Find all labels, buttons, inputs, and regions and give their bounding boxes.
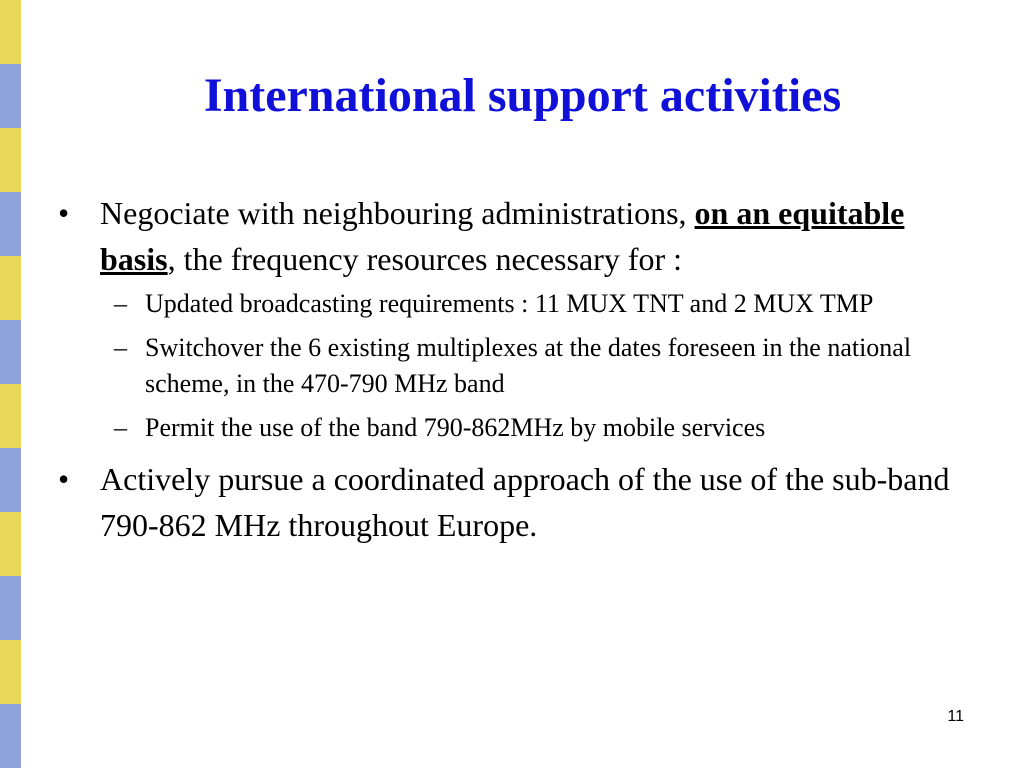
stripe-segment [0,0,21,64]
sub-bullet-text: Updated broadcasting requirements : 11 MUX TNT and 2 MUX TMP [145,289,874,318]
bullet-text-continued: , the frequency resources necessary for : [167,241,683,277]
sub-bullet-marker: – [114,333,127,362]
bullet-item-negotiate [58,190,958,282]
bullet-marker: • [58,461,70,497]
sub-bullet-text: Switchover the 6 existing multiplexes at the dates foreseen in the national scheme, in the 470-790 MHz band [145,333,912,398]
stripe-segment [0,704,21,768]
sub-bullet-text: Permit the use of the band 790-862MHz by mobile services [145,413,766,442]
sub-bullet-item [58,410,958,446]
stripe-segment [0,128,21,192]
sub-bullet-marker: – [114,413,127,442]
stripe-segment [0,384,21,448]
sub-bullet-item [58,286,958,322]
bullet-text: Actively pursue a coordinated approach of the use of the sub-band 790-862 MHz throughout Europe. [100,461,950,543]
bullet-text: Negociate with neighbouring administrations, [100,195,695,231]
sub-bullet-marker: – [114,289,127,318]
stripe-segment [0,192,21,256]
slide-content [58,190,958,548]
stripe-segment [0,256,21,320]
page-number: 11 [947,708,964,725]
sub-bullet-list [58,286,958,446]
stripe-segment [0,576,21,640]
bullet-emphasis: on an equitable basis [100,195,905,277]
slide-title: International support activities [203,69,842,122]
stripe-segment [0,512,21,576]
bullet-marker: • [58,195,70,231]
stripe-segment [0,448,21,512]
sub-bullet-item [58,330,958,402]
stripe-segment [0,320,21,384]
stripe-segment [0,640,21,704]
bullet-item-coordinate [58,456,958,548]
